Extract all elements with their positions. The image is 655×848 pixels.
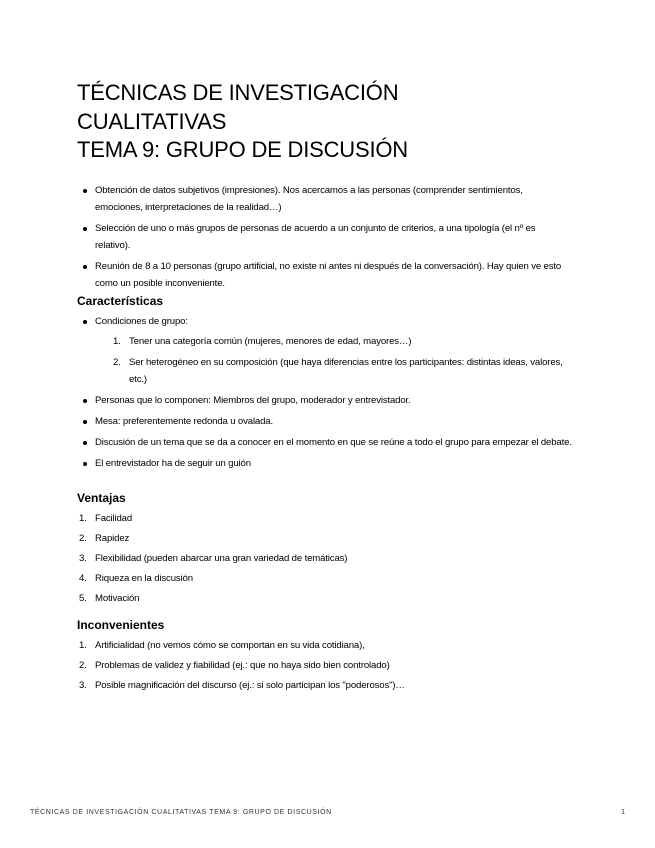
intro-list [77,182,572,292]
section-heading-inconvenientes: Inconvenientes [77,618,165,632]
intro-item-2: Selección de uno o más grupos de personas de acuerdo a un conjunto de criterios, a una tipología (el nº es relativo). [77,220,572,254]
ventajas-list [77,510,572,607]
caracteristicas-item-3: Discusión de un tema que se da a conocer en el momento en que se reúne a todo el grupo para empezar el debate. [77,434,572,451]
title-line-1: TÉCNICAS DE INVESTIGACIÓN [77,80,399,105]
group-condition-1: 1. Tener una categoría común (mujeres, menores de edad, mayores…) [113,336,412,347]
caracteristicas-item-2: Mesa: preferentemente redonda u ovalada. [77,413,572,430]
title-line-3: TEMA 9: GRUPO DE DISCUSIÓN [77,137,408,162]
group-conditions-sublist [95,333,572,388]
caracteristicas-list [77,313,572,472]
group-conditions-label: Condiciones de grupo: [95,316,188,327]
page-number: 1 [621,809,625,816]
running-footer-title: TÉCNICAS DE INVESTIGACIÓN CUALITATIVAS TEMA 9: GRUPO DE DISCUSIÓN [30,809,332,816]
group-condition-2: 2. Ser heterogéneo en su composición (que haya diferencias entre los participantes: distintas ideas, valores, etc.) [113,357,563,385]
page-title [77,79,617,165]
caracteristicas-group-item [77,313,572,388]
ventajas-item-3: 3. Flexibilidad (pueden abarcar una gran variedad de temáticas) [79,553,348,564]
intro-item-3: Reunión de 8 a 10 personas (grupo artificial, no existe ni antes ni después de la conversación). Hay quien ve esto como un posible inconveniente. [77,258,572,292]
section-heading-caracteristicas: Características [77,294,164,308]
inconvenientes-list [77,637,572,694]
title-line-2: CUALITATIVAS [77,108,227,134]
caracteristicas-item-1: Personas que lo componen: Miembros del grupo, moderador y entrevistador. [77,392,572,409]
intro-item-1: Obtención de datos subjetivos (impresiones). Nos acercamos a las personas (comprender sentimientos, emociones, interpretaciones de la realidad…) [77,182,572,216]
caracteristicas-item-4: El entrevistador ha de seguir un guión [77,455,572,472]
inconvenientes-item-3: 3. Posible magnificación del discurso (ej.: si solo participan los "poderosos")… [79,680,405,691]
ventajas-item-4: 4. Riqueza en la discusión [79,573,193,584]
inconvenientes-item-1: 1. Artificialidad (no vemos cómo se comportan en su vida cotidiana), [79,640,365,651]
ventajas-item-1: 1. Facilidad [79,513,133,524]
ventajas-item-5: 5. Motivación [79,593,140,604]
section-heading-ventajas: Ventajas [77,491,126,505]
ventajas-item-2: 2. Rapidez [79,533,130,544]
inconvenientes-item-2: 2. Problemas de validez y fiabilidad (ej.: que no haya sido bien controlado) [79,660,390,671]
